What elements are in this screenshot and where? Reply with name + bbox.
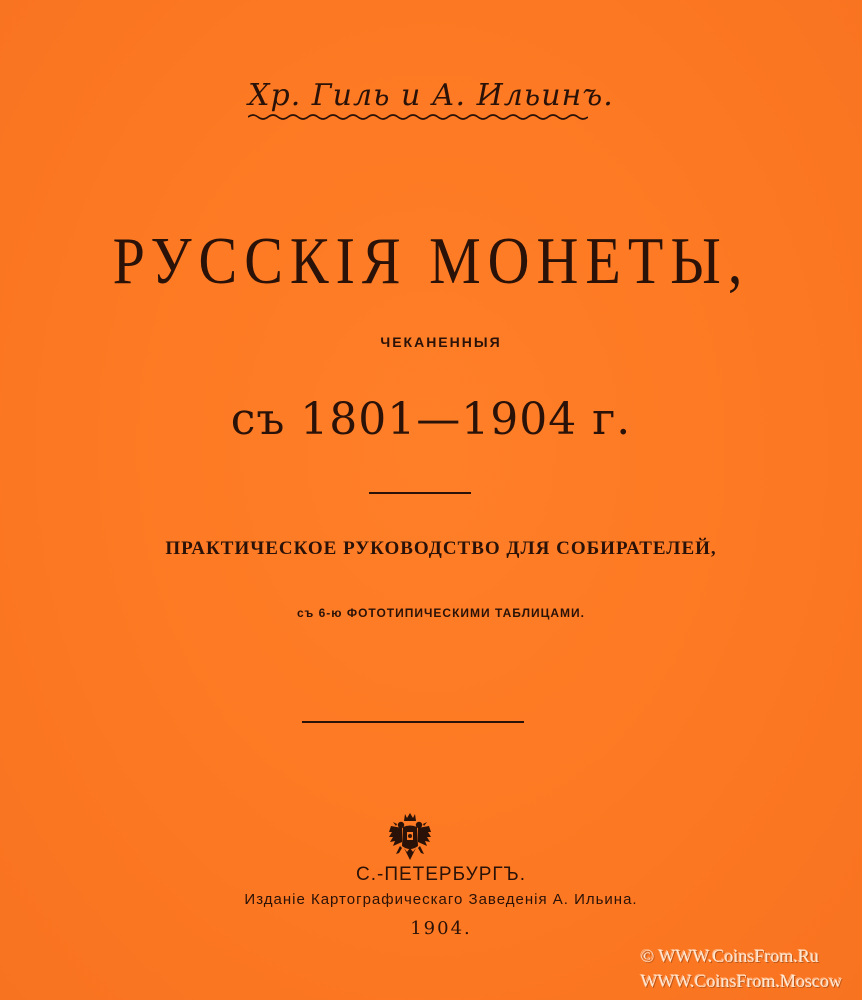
- divider-bottom: [302, 721, 524, 723]
- watermark-line-ru: © WWW.CoinsFrom.Ru: [640, 946, 819, 966]
- minted-label: ЧЕКАНЕННЫЯ: [380, 334, 502, 350]
- publication-year: 1904.: [410, 918, 472, 939]
- book-title: РУССКІЯ МОНЕТЫ,: [112, 223, 750, 298]
- tables-note: съ 6-ю ФОТОТИПИЧЕСКИМИ ТАБЛИЦАМИ.: [297, 606, 585, 620]
- publication-city: С.-ПЕТЕРБУРГЪ.: [356, 864, 526, 885]
- double-headed-eagle-icon: [388, 812, 432, 864]
- watermark-line-moscow: WWW.CoinsFrom.Moscow: [640, 971, 842, 991]
- authors-wavy-underline: [248, 113, 588, 121]
- publisher-line: Изданіе Картографическаго Заведенія А. Ильина.: [244, 891, 638, 908]
- divider-top: [369, 492, 471, 494]
- site-watermark: [641, 944, 842, 994]
- authors-line: Хр. Гиль и А. Ильинъ.: [248, 78, 614, 113]
- years-range: съ 1801—1904 г.: [230, 394, 632, 445]
- guide-subtitle: ПРАКТИЧЕСКОЕ РУКОВОДСТВО ДЛЯ СОБИРАТЕЛЕЙ,: [165, 538, 717, 559]
